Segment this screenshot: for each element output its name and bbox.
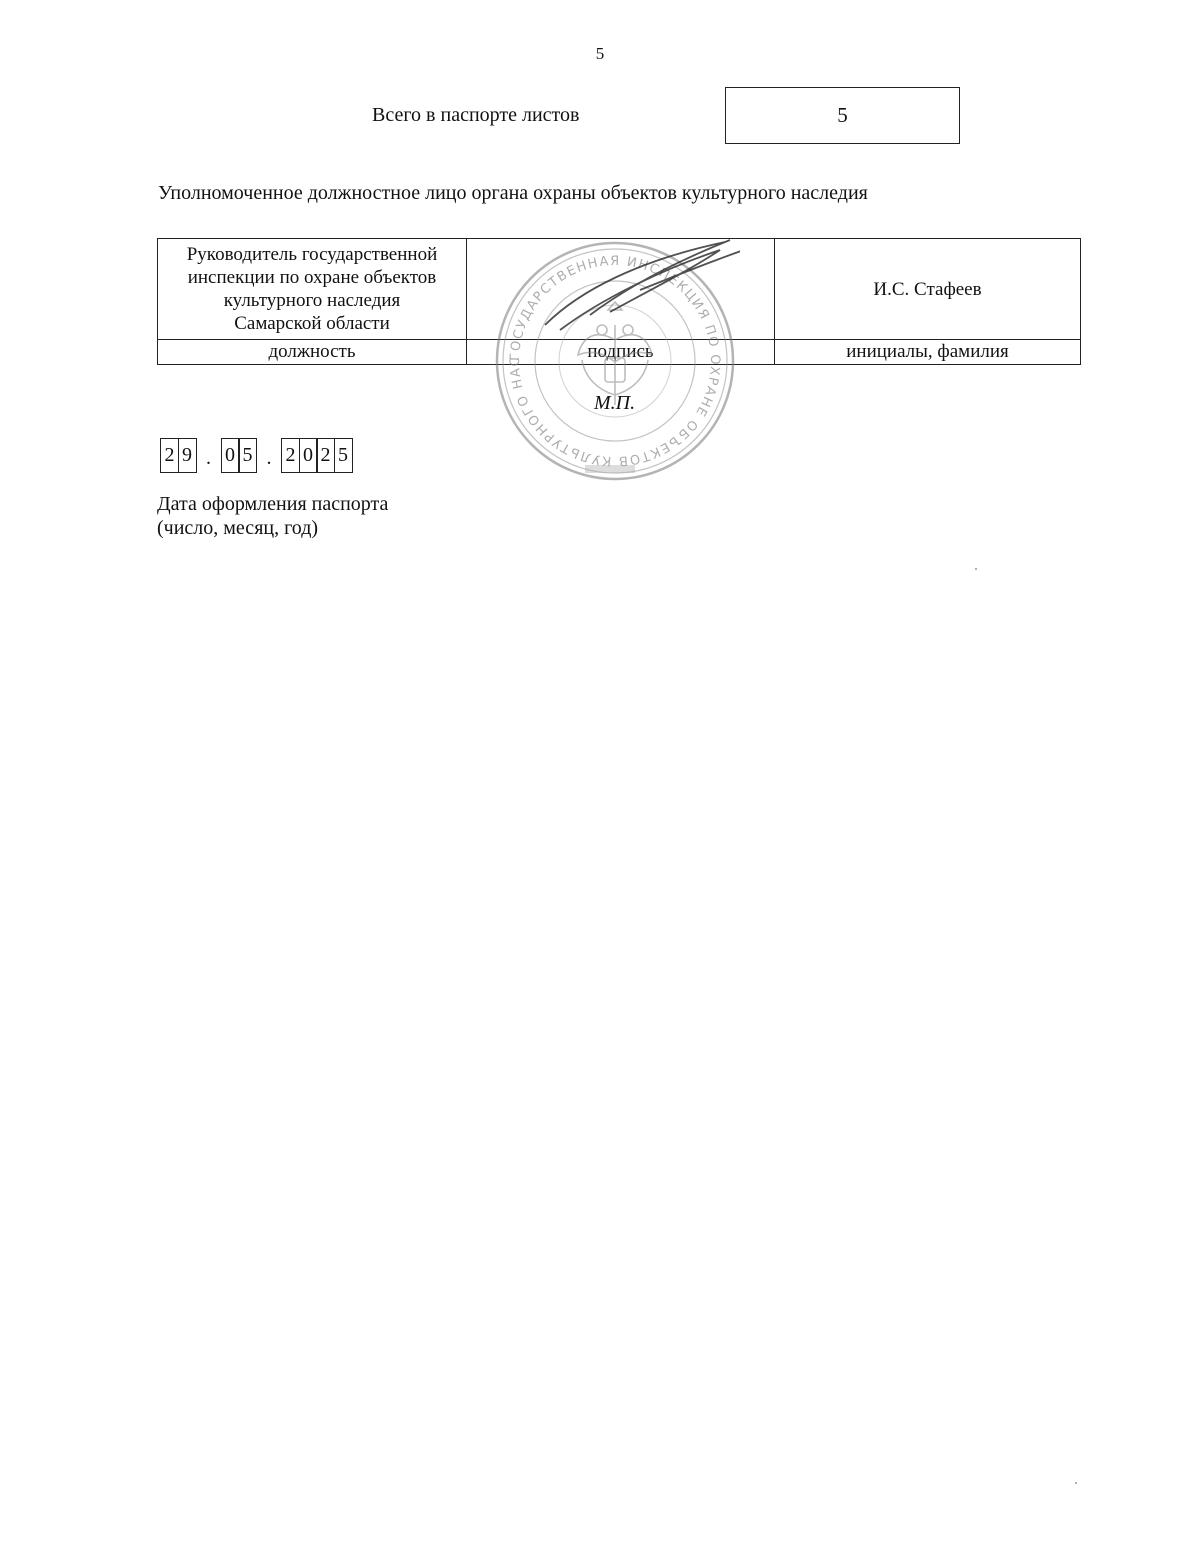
position-caption: должность <box>158 340 467 365</box>
issue-date <box>160 438 353 473</box>
date-caption-line: Дата оформления паспорта <box>157 493 389 515</box>
sheets-label: Всего в паспорте листов <box>372 104 580 126</box>
position-line: Руководитель государственной <box>186 244 438 265</box>
name-cell: И.С. Стафеев <box>775 239 1081 340</box>
date-year <box>281 438 353 473</box>
signature-caption: подпись <box>467 340 775 365</box>
position-cell <box>158 239 467 340</box>
digit-cell: 5 <box>238 438 257 473</box>
sheets-count-box: 5 <box>725 87 960 144</box>
signature-table <box>157 238 1081 365</box>
official-heading: Уполномоченное должностное лицо органа охраны объектов культурного наследия <box>158 182 868 204</box>
position-line: инспекции по охране объектов <box>187 267 437 288</box>
date-month <box>221 438 258 473</box>
position-line: культурного наследия <box>223 290 401 311</box>
date-separator: . <box>206 447 211 469</box>
date-caption-line: (число, месяц, год) <box>157 517 319 539</box>
digit-cell: 2 <box>316 438 335 473</box>
seal-text: ГОСУДАРСТВЕННАЯ ИНСПЕКЦИЯ ПО ОХРАНЕ ОБЪЕКТОВ КУЛЬТУРНОГО НАС <box>507 253 723 469</box>
seal-mark-label: М.П. <box>594 392 636 414</box>
page-number: 5 <box>595 44 605 63</box>
digit-cell: 9 <box>178 438 197 473</box>
position-line: Самарской области <box>234 313 390 334</box>
digit-cell: 0 <box>221 438 240 473</box>
scan-speck <box>1075 1482 1077 1484</box>
date-separator: . <box>266 447 272 469</box>
signature-cell <box>467 239 775 340</box>
digit-cell: 2 <box>281 438 300 473</box>
name-caption: инициалы, фамилия <box>775 340 1081 365</box>
digit-cell: 0 <box>299 438 318 473</box>
digit-cell: 5 <box>334 438 353 473</box>
date-day <box>160 438 197 473</box>
date-caption <box>157 492 388 540</box>
digit-cell: 2 <box>160 438 179 473</box>
scan-speck <box>975 568 977 570</box>
